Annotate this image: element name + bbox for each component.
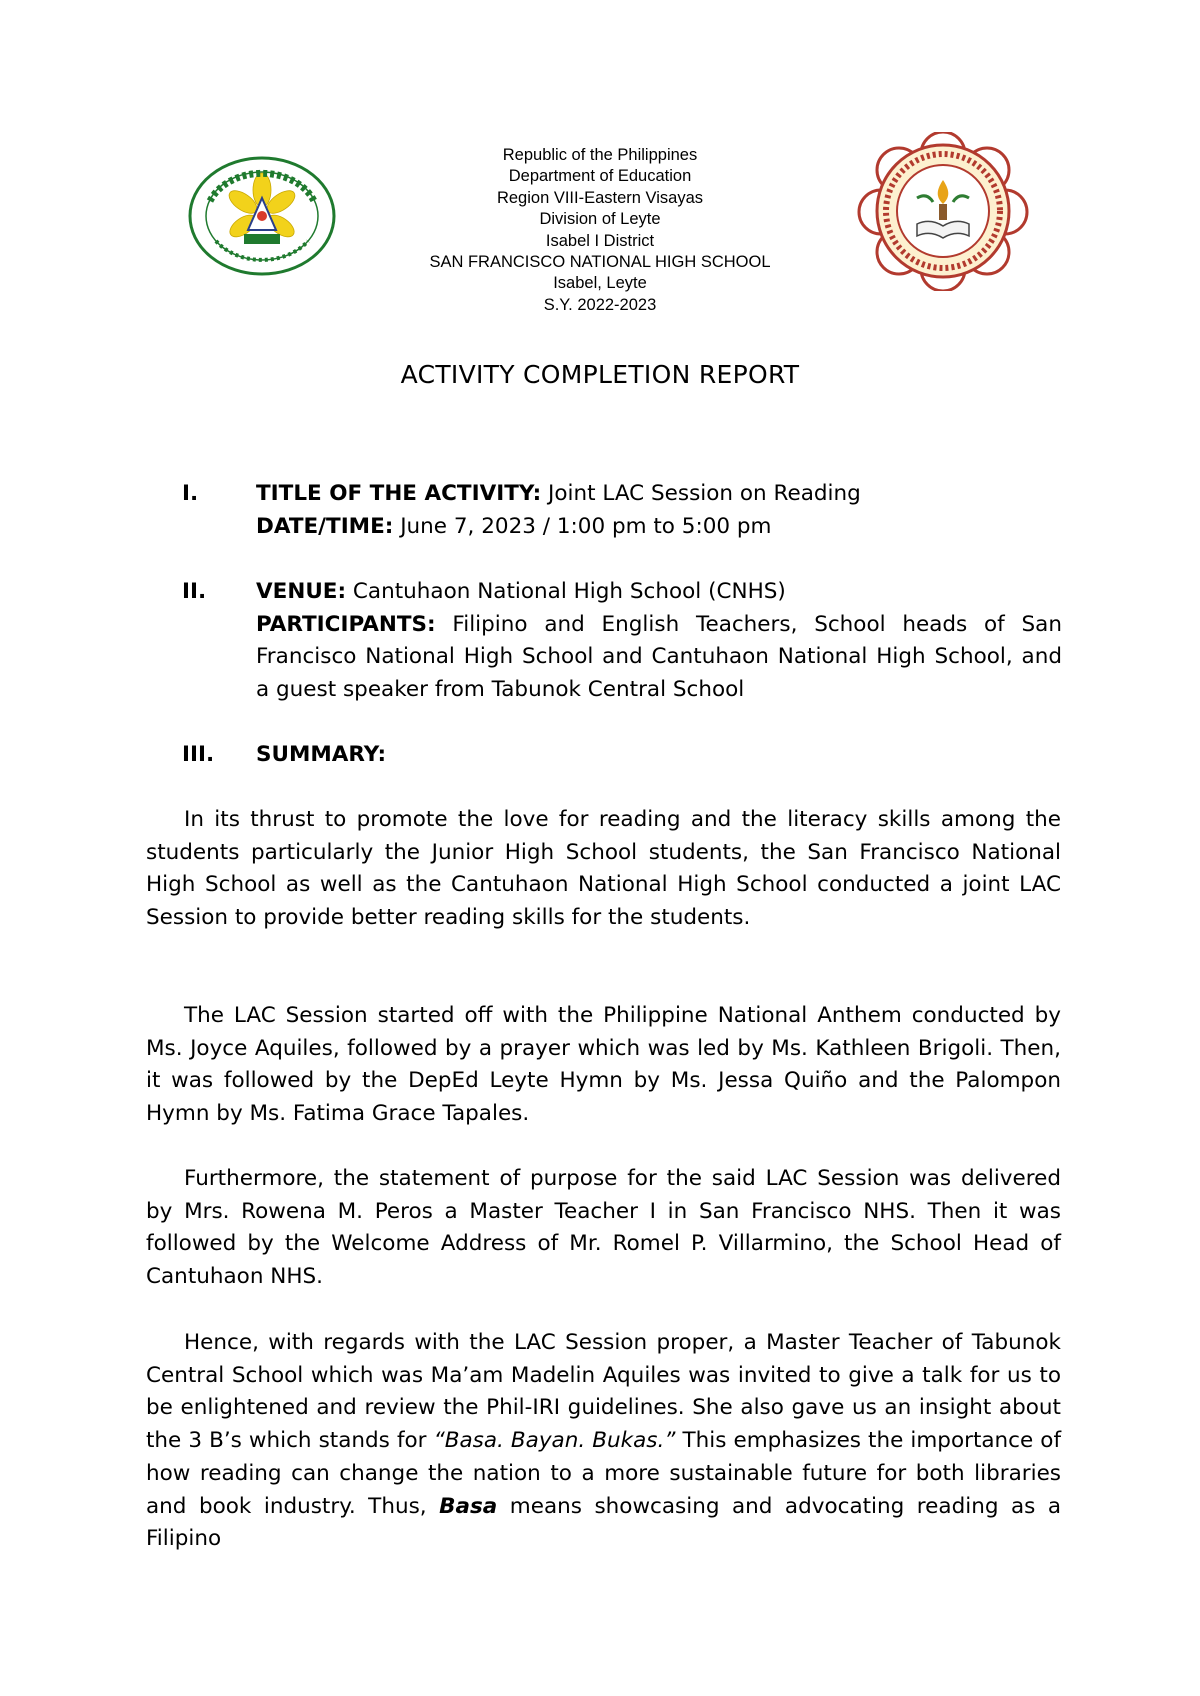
schools-division-of-leyte-logo (188, 156, 336, 276)
section-number: III. (182, 742, 215, 767)
header-line-republic: Republic of the Philippines (502, 146, 698, 164)
summary-paragraph-4 (146, 1327, 1061, 1556)
summary-paragraph-2 (146, 1000, 1061, 1131)
header-line-region: Region VIII-Eastern Visayas (496, 188, 704, 207)
participants-line (256, 609, 1062, 707)
venue-value: Cantuhaon National High School (CNHS) (346, 579, 786, 604)
header-line-school: SAN FRANCISCO NATIONAL HIGH SCHOOL (429, 253, 771, 272)
activity-title-label: TITLE OF THE ACTIVITY: (256, 481, 542, 506)
section-content (256, 739, 1062, 772)
venue-label: VENUE: (256, 579, 347, 604)
summary-paragraph-1 (146, 804, 1061, 935)
paragraph-text: In its thrust to promote the love for reading and the literacy skills among the students particularly the Junior High School students, the San Francisco National High School as well as the Cantuhaon National High School conducted a joint LAC Session to provide better reading skills for the students. (146, 807, 1061, 931)
document-title: ACTIVITY COMPLETION REPORT (400, 360, 800, 389)
section-content (256, 576, 1062, 707)
paragraph-text: Furthermore, the statement of purpose for the said LAC Session was delivered by Mrs. Rowena M. Peros a Master Teacher I in San Francisco NHS. Then it was followed by the Welcome Address of Mr. Romel P. Villarmino, the School Head of Cantuhaon NHS. (146, 1166, 1061, 1290)
header-line-department: Department of Education (508, 167, 692, 186)
participants-value: Filipino and English Teachers, School heads of San Francisco National High School and Cantuhaon National High School, and a guest speaker from Tabunok Central School (256, 611, 1062, 703)
date-time-line (256, 511, 1062, 544)
section-number: II. (182, 579, 207, 604)
date-time-value: June 7, 2023 / 1:00 pm to 5:00 pm (393, 513, 772, 539)
header-line-division: Division of Leyte (539, 210, 661, 229)
letterhead (370, 145, 830, 316)
activity-title-value: Joint LAC Session on Reading (541, 481, 861, 506)
section-title-of-activity (182, 478, 1062, 548)
san-francisco-nhs-seal (857, 132, 1029, 291)
summary-paragraph-3 (146, 1163, 1061, 1294)
header-line-school-year: S.Y. 2022-2023 (543, 295, 657, 314)
paragraph-text: This emphasizes the importance of how reading can change the nation to a more sustainable future for both libraries and book industry. Thus, (146, 1428, 1062, 1519)
section-content (256, 478, 1062, 543)
paragraph-text: Hence, with regards with the LAC Session proper, a Master Teacher of Tabunok Central School which was Ma’am Madelin Aquiles was invited to give a talk for us to be enlightened and review the Phil-IRI guidelines. She also gave us an insight about the 3 B’s which stands for (146, 1330, 1061, 1454)
summary-label: SUMMARY: (256, 742, 387, 767)
header-line-district: Isabel I District (545, 231, 655, 250)
paragraph-text: means showcasing and advocating reading as a Filipino (146, 1493, 1062, 1552)
section-number: I. (182, 481, 199, 506)
paragraph-text: The LAC Session started off with the Philippine National Anthem conducted by Ms. Joyce Aquiles, followed by a prayer which was led by Ms. Kathleen Brigoli. Then, it was followed by the DepEd Leyte Hymn by Ms. Jessa Quiño and the Palompon Hymn by Ms. Fatima Grace Tapales. (146, 1003, 1061, 1127)
section-summary (182, 739, 1062, 773)
venue-line (256, 576, 1062, 609)
section-venue (182, 576, 1062, 708)
basa-bayan-bukas-quote: “Basa. Bayan. Bukas.” (433, 1428, 676, 1454)
participants-label: PARTICIPANTS: (256, 611, 436, 637)
header-line-address: Isabel, Leyte (553, 274, 647, 293)
activity-title-line (256, 478, 1062, 511)
date-time-label: DATE/TIME: (256, 513, 394, 539)
basa-emphasis: Basa (439, 1493, 498, 1519)
